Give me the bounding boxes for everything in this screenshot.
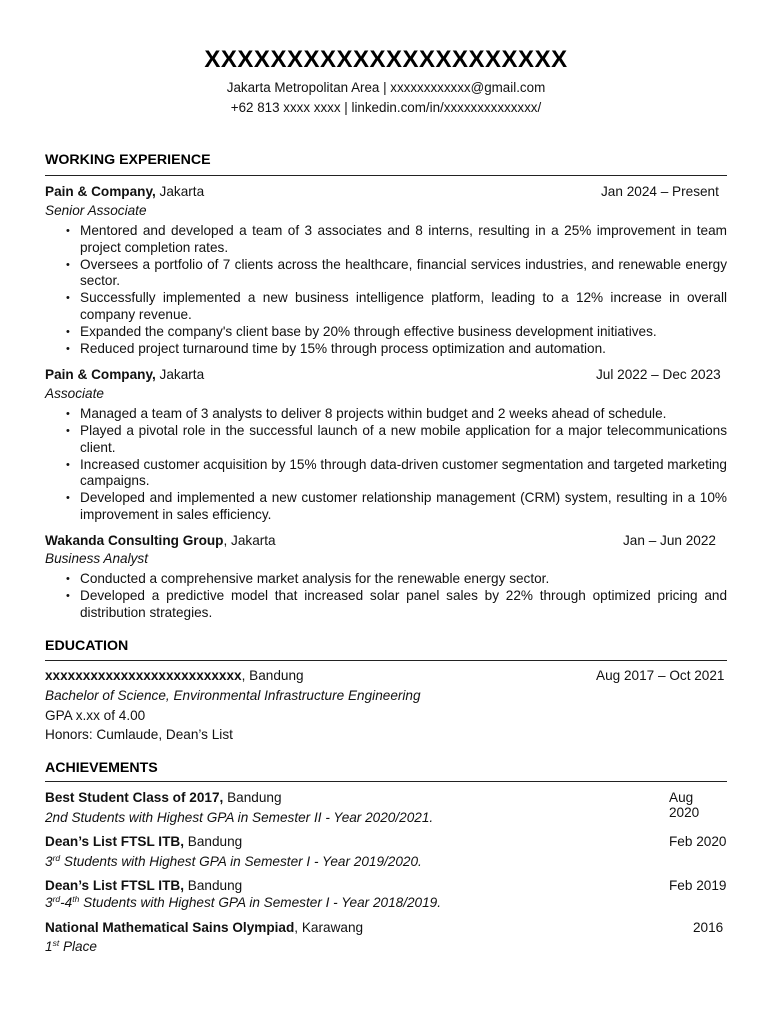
achievement-header	[45, 920, 727, 935]
job-bullet-list	[45, 223, 727, 358]
job-bullet-list	[45, 406, 727, 524]
achievement-rank-suffix: rd	[52, 894, 61, 904]
job-role: Associate	[45, 386, 104, 401]
section-divider	[45, 175, 727, 176]
achievement-location: , Karawang	[294, 920, 364, 935]
achievement-date: Feb 2019	[669, 878, 727, 893]
contact-line-location-email: Jakarta Metropolitan Area | xxxxxxxxxxxx@gmail.com	[226, 80, 546, 95]
section-divider	[45, 781, 727, 782]
job-bullet: • Developed a predictive model that increased solar panel sales by 22% through optimized pricing and distribution strategies.	[45, 588, 727, 621]
achievement-description	[45, 895, 441, 910]
achievement-description-text: Place	[59, 939, 97, 954]
job-bullet-list	[45, 571, 727, 622]
education-gpa: GPA x.xx of 4.00	[45, 708, 146, 723]
job-bullet: • Conducted a comprehensive market analysis for the renewable energy sector.	[45, 571, 727, 588]
achievement-description-text: 2nd Students with Highest GPA in Semester II - Year 2020/2021.	[45, 810, 434, 825]
achievement-location: Bandung	[183, 878, 243, 893]
achievement-date: Feb 2020	[669, 834, 727, 849]
job-bullet: • Increased customer acquisition by 15% through data-driven customer segmentation and targeted marketing campaigns.	[45, 457, 727, 490]
section-divider	[45, 660, 727, 661]
achievement-date: 2016	[693, 920, 724, 935]
job-header	[45, 184, 727, 199]
achievement-rank: 3	[45, 895, 53, 910]
job-bullet: • Expanded the company's client base by 20% through effective business development initiatives.	[45, 324, 727, 341]
achievement-description	[45, 939, 97, 954]
achievement-date: Aug 2020	[669, 790, 700, 820]
contact-line-phone-linkedin: +62 813 xxxx xxxx | linkedin.com/in/xxxxxxxxxxxxxx/	[230, 100, 542, 115]
achievement-description-text: Students with Highest GPA in Semester I - Year 2018/2019.	[79, 895, 442, 910]
job-company: Wakanda Consulting Group	[45, 533, 224, 548]
section-title-experience: WORKING EXPERIENCE	[45, 152, 211, 168]
achievement-description-text: Students with Highest GPA in Semester I - Year 2019/2020.	[60, 854, 422, 869]
section-title-achievements: ACHIEVEMENTS	[45, 760, 158, 776]
achievement-description	[45, 810, 433, 825]
job-bullet: • Developed and implemented a new customer relationship management (CRM) system, resulting in a 10% improvement in sales efficiency.	[45, 490, 727, 523]
job-bullet: • Successfully implemented a new business intelligence platform, leading to a 12% increase in overall company revenue.	[45, 290, 727, 323]
achievement-header	[45, 834, 727, 849]
achievement-rank-suffix: rd	[52, 853, 61, 863]
job-company: Pain & Company,	[45, 367, 156, 382]
achievement-rank-range: -4	[60, 895, 73, 910]
job-bullet: • Played a pivotal role in the successful launch of a new mobile application for a major telecommunications client.	[45, 423, 727, 456]
candidate-name: XXXXXXXXXXXXXXXXXXXXXX	[204, 46, 568, 73]
achievement-name: National Mathematical Sains Olympiad	[45, 920, 295, 935]
achievement-name: Dean’s List FTSL ITB,	[45, 834, 184, 849]
achievement-location: Bandung	[223, 790, 282, 805]
job-location: Jakarta	[155, 367, 205, 382]
job-bullet: • Oversees a portfolio of 7 clients across the healthcare, financial services industries, and renewable energy sector.	[45, 257, 727, 290]
achievement-name: Best Student Class of 2017,	[45, 790, 224, 805]
education-date: Aug 2017 – Oct 2021	[596, 668, 725, 683]
job-bullet: • Mentored and developed a team of 3 associates and 8 interns, resulting in a 25% improvement in team project completion rates.	[45, 223, 727, 256]
education-school: xxxxxxxxxxxxxxxxxxxxxxxxxx	[45, 668, 242, 683]
job-location: Jakarta	[155, 184, 205, 199]
achievement-location: Bandung	[183, 834, 243, 849]
job-header	[45, 533, 727, 548]
job-date: Jul 2022 – Dec 2023	[596, 367, 721, 382]
achievement-rank: 1	[45, 939, 53, 954]
achievement-rank: 3	[45, 854, 53, 869]
education-header	[45, 668, 727, 683]
achievement-header	[45, 878, 727, 893]
job-header	[45, 367, 727, 382]
job-date: Jan 2024 – Present	[601, 184, 719, 199]
education-location: , Bandung	[241, 668, 304, 683]
job-location: , Jakarta	[223, 533, 276, 548]
section-title-education: EDUCATION	[45, 638, 129, 654]
job-date: Jan – Jun 2022	[623, 533, 716, 548]
education-honors: Honors: Cumlaude, Dean’s List	[45, 727, 233, 742]
job-bullet: • Managed a team of 3 analysts to deliver 8 projects within budget and 2 weeks ahead of schedule.	[45, 406, 727, 423]
job-role: Senior Associate	[45, 203, 147, 218]
achievement-rank-suffix: th	[72, 894, 80, 904]
education-degree: Bachelor of Science, Environmental Infrastructure Engineering	[45, 688, 421, 703]
achievement-rank-suffix: st	[52, 938, 60, 948]
job-bullet: • Reduced project turnaround time by 15% through process optimization and automation.	[45, 341, 727, 358]
achievement-description	[45, 854, 422, 869]
job-role: Business Analyst	[45, 551, 149, 566]
job-company: Pain & Company,	[45, 184, 156, 199]
achievement-name: Dean’s List FTSL ITB,	[45, 878, 184, 893]
